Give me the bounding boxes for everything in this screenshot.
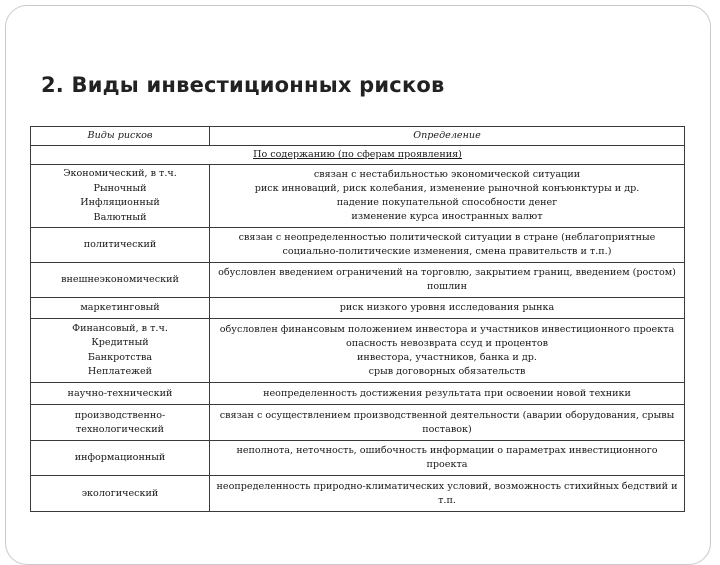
- risk-type-cell: [31, 165, 210, 228]
- definition-line: обусловлен финансовым положением инвестора и участников инвестиционного проекта: [219, 323, 675, 335]
- definition-cell: [210, 405, 685, 441]
- risk-types-table: [30, 126, 685, 512]
- table-row: [31, 263, 685, 298]
- definition-line: пошлин: [427, 281, 467, 292]
- table-row: [31, 476, 685, 512]
- definition-line: риск инноваций, риск колебания, изменение рыночной конъюнктуры и др.: [254, 183, 640, 194]
- section-title: По содержанию (по сферам проявления): [253, 149, 462, 160]
- risk-type-line: Рыночный: [93, 182, 147, 194]
- risk-type-line: Валютный: [93, 211, 147, 223]
- section-row: [31, 146, 685, 165]
- risk-type-line: маркетинговый: [80, 302, 160, 313]
- risk-type-line: Инфляционный: [80, 197, 160, 208]
- definition-line: связан с неопределенностью политической ситуации в стране (неблагоприятные: [238, 232, 656, 243]
- definition-line: неопределенность достижения результата при освоении новой техники: [263, 387, 631, 399]
- definition-cell: [210, 228, 685, 263]
- definition-line: риск низкого уровня исследования рынка: [339, 302, 555, 313]
- risk-type-line: Экономический, в т.ч.: [63, 168, 177, 179]
- section-cell: [31, 146, 685, 165]
- definition-line: обусловлен введением ограничений на торговлю, закрытием границ, введением (ростом): [218, 267, 676, 278]
- risk-type-cell: [31, 383, 210, 405]
- risk-type-cell: [31, 476, 210, 512]
- definition-line: изменение курса иностранных валют: [351, 211, 543, 222]
- risk-type-cell: [31, 319, 210, 383]
- table-header-row: [31, 127, 685, 146]
- table-row: [31, 405, 685, 441]
- definition-line: т.п.: [438, 494, 456, 506]
- definition-line: связан с осуществлением производственной деятельности (аварии оборудования, срывы: [219, 409, 675, 421]
- header-risk-types: Виды рисков: [31, 127, 210, 146]
- definition-line: инвестора, участников, банка и др.: [357, 351, 537, 363]
- definition-line: срыв договорных обязательств: [368, 365, 526, 377]
- table-row: [31, 441, 685, 476]
- definition-line: социально-политические изменения, смена правительств и т.п.): [282, 246, 612, 257]
- table-row: [31, 319, 685, 383]
- definition-cell: [210, 298, 685, 319]
- definition-cell: [210, 165, 685, 228]
- definition-cell: [210, 319, 685, 383]
- risk-type-line: информационный: [74, 452, 166, 463]
- table-row: [31, 228, 685, 263]
- risk-type-line: экологический: [81, 487, 159, 499]
- table-row: [31, 383, 685, 405]
- risk-type-cell: [31, 405, 210, 441]
- table-row: [31, 298, 685, 319]
- definition-line: связан с нестабильностью экономической ситуации: [313, 169, 581, 180]
- risk-type-line: технологический: [75, 423, 165, 435]
- definition-cell: [210, 441, 685, 476]
- definition-cell: [210, 476, 685, 512]
- risk-type-cell: [31, 441, 210, 476]
- risk-type-line: производственно-: [74, 409, 166, 421]
- risk-type-line: внешнеэкономический: [61, 274, 179, 285]
- risk-type-line: Финансовый, в т.ч.: [72, 322, 168, 334]
- risk-type-cell: [31, 298, 210, 319]
- risk-type-line: Банкротства: [87, 351, 153, 363]
- risk-type-cell: [31, 228, 210, 263]
- header-definition: Определение: [210, 127, 685, 146]
- definition-line: падение покупательной способности денег: [336, 197, 558, 208]
- definition-line: неопределенность природно-климатических условий, возможность стихийных бедствий и: [216, 480, 678, 492]
- slide-title: 2. Виды инвестиционных рисков: [41, 73, 445, 97]
- definition-line: поставок): [422, 423, 472, 435]
- risk-type-cell: [31, 263, 210, 298]
- definition-cell: [210, 383, 685, 405]
- definition-line: опасность невозврата ссуд и процентов: [345, 337, 549, 349]
- risk-type-line: политический: [83, 239, 157, 250]
- risk-type-line: Кредитный: [91, 337, 149, 348]
- definition-line: проекта: [426, 459, 468, 470]
- risk-type-line: Неплатежей: [87, 366, 153, 377]
- definition-cell: [210, 263, 685, 298]
- risk-type-line: научно-технический: [67, 387, 173, 399]
- table-row: [31, 165, 685, 228]
- definition-line: неполнота, неточность, ошибочность информации о параметрах инвестиционного: [236, 445, 658, 456]
